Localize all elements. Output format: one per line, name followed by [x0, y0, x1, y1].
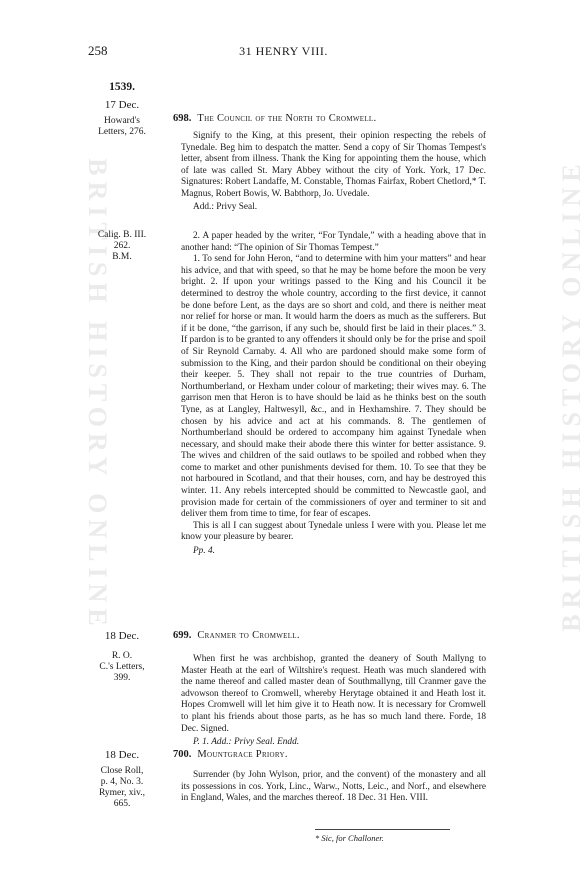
- year: 1539.: [109, 81, 135, 93]
- entry-700-title: [173, 749, 288, 760]
- running-title: 31 HENRY VIII.: [239, 44, 328, 58]
- addendum: P. 1. Add.: Privy Seal. Endd.: [193, 737, 300, 748]
- source-line: Calig. B. III.: [97, 230, 147, 240]
- paragraph: Signify to the King, at this present, their opinion respecting the rebels of Tynedale. Beg him to despatch the matter. Send a copy of Sir Thomas Tempest's letter, absent from illness. Thank the King for appointing them the house, which of late was called St. Mary Abbey without the city of York. York, 17 Dec. Signatures: Robert Landaffe, M. Constable, Thomas Fairfax, Robert Chetlord,* T. Magnus, Robert Bowis, W. Babthorp, Jo. Uvedale.: [181, 131, 486, 199]
- sub-entry-margin: [84, 230, 160, 263]
- source-line: 665.: [113, 799, 131, 809]
- paragraph: Surrender (by John Wylson, prior, and the convent) of the monastery and all its possessions in cos. York, Linc., Warw., Notts, Leic., and Norf., and elsewhere in England, Wales, and the marches thereof. 18 Dec. 31 Hen. VIII.: [181, 770, 486, 804]
- entry-698-title: [173, 113, 376, 124]
- source-line: 262.: [113, 241, 131, 251]
- entry-heading: Cranmer to Cromwell.: [197, 630, 300, 641]
- sub-entry-body: [181, 231, 486, 558]
- source-line: R. O.: [111, 651, 133, 661]
- entry-heading: Mountgrace Priory.: [197, 749, 288, 760]
- paragraph: 2. A paper headed by the writer, “For Tyndale,” with a heading above that in another hand: “The opinion of Sir Thomas Tempest.”: [181, 231, 486, 253]
- source-line: Close Roll,: [100, 766, 144, 776]
- source-line: Howard's: [103, 116, 140, 126]
- source-line: B.M.: [112, 252, 132, 262]
- page-number: 258: [88, 43, 108, 58]
- footnote: * Sic, for Challoner.: [315, 833, 384, 843]
- footnote-rule: [315, 829, 450, 830]
- addendum: Add.: Privy Seal.: [193, 201, 258, 212]
- entry-700-margin: [84, 749, 160, 810]
- paragraph: This is all I can suggest about Tynedale unless I were with you. Please let me know your pleasure by bearer.: [181, 520, 486, 543]
- paragraph: 1. To send for John Heron, “and to determine with him your matters” and hear his advice, and that with speed, so that he may be home before the moon be very bright. 2. If upon your writings passed to the King and his Council it be determined to destroy the whole country, according to the first device, it cannot be done before Lent, as the days are so short and cold, and there is neither meat nor relief for horse or man. It would harm the doers as much as the sufferers. But if it be done, “the garrison, if any such be, should first be laid in their places.” 3. If pardon is to be granted to any offenders it should only be for the prise and spoil of Sir Reynold Carnaby. 4. All who are pardoned should make some form of submission to the King, and their pardon should be conditional on their obeying their keeper. 5. They shall not repair to the true countries of Durham, Northumberland, or Hexham under colour of marketing; their wives may. 6. The garrison men that Heron is to have should be laid as he thinks best on the south Tyne, as at Langley, Haltwesyll, &c., and in Hexhamshire. 7. They should be chosen by his advice and act at his commands. 8. The gentlemen of Northumberland should be ordered to accompany him against Tynedale when necessary, and should make their abode there this winter for better assistance. 9. The wives and children of the said outlaws to be spoiled and robbed when they come to market and other punishments devised for them. 10. To see that they be not harboured in Scotland, and that their houses, corn, and hay be destroyed this winter. 11. Any rebels intercepted should be committed to Newcastle gaol, and provision made for certain of the commissioners of oyer and terminer to sit and deliver them from time to time, for fear of escapes.: [181, 254, 486, 520]
- entry-698-margin: [84, 82, 160, 138]
- entry-number: 698.: [173, 113, 192, 124]
- source-line: Rymer, xiv.,: [98, 788, 146, 798]
- paragraph: When first he was archbishop, granted the deanery of South Mallyng to Master Heath at the earl of Wiltshire's request. Heath was much slandered with the name thereof and called master dean of Southmallyng, till Cranmer gave the advowson thereof to Cromwell, whereby Herytage obtained it and Heath lost it. Hopes Cromwell will let him give it to Heath now. It is necessary for Cromwell to plant his friends about those parts, as he has so much land there. Forde, 18 Dec. Signed.: [181, 654, 486, 734]
- addendum: Pp. 4.: [193, 546, 215, 557]
- source-line: 399.: [113, 673, 131, 683]
- entry-number: 700.: [173, 749, 192, 760]
- entry-699-body: [181, 654, 486, 749]
- entry-699-margin: [84, 630, 160, 684]
- source-line: C.'s Letters,: [99, 662, 145, 672]
- entry-699-title: [173, 630, 300, 641]
- source-line: Letters, 276.: [98, 127, 146, 137]
- entry-date: 18 Dec.: [104, 630, 140, 642]
- source-line: p. 4, No. 3.: [100, 777, 144, 787]
- entry-heading: The Council of the North to Cromwell.: [197, 113, 377, 124]
- watermark-right: BRITISH HISTORY ONLINE: [556, 158, 586, 632]
- watermark-left: BRITISH HISTORY ONLINE: [82, 158, 112, 632]
- entry-700-body: [181, 770, 486, 805]
- entry-698-body: [181, 131, 486, 213]
- entry-date: 17 Dec.: [104, 99, 140, 111]
- entry-date: 18 Dec.: [104, 749, 140, 761]
- entry-number: 699.: [173, 630, 192, 641]
